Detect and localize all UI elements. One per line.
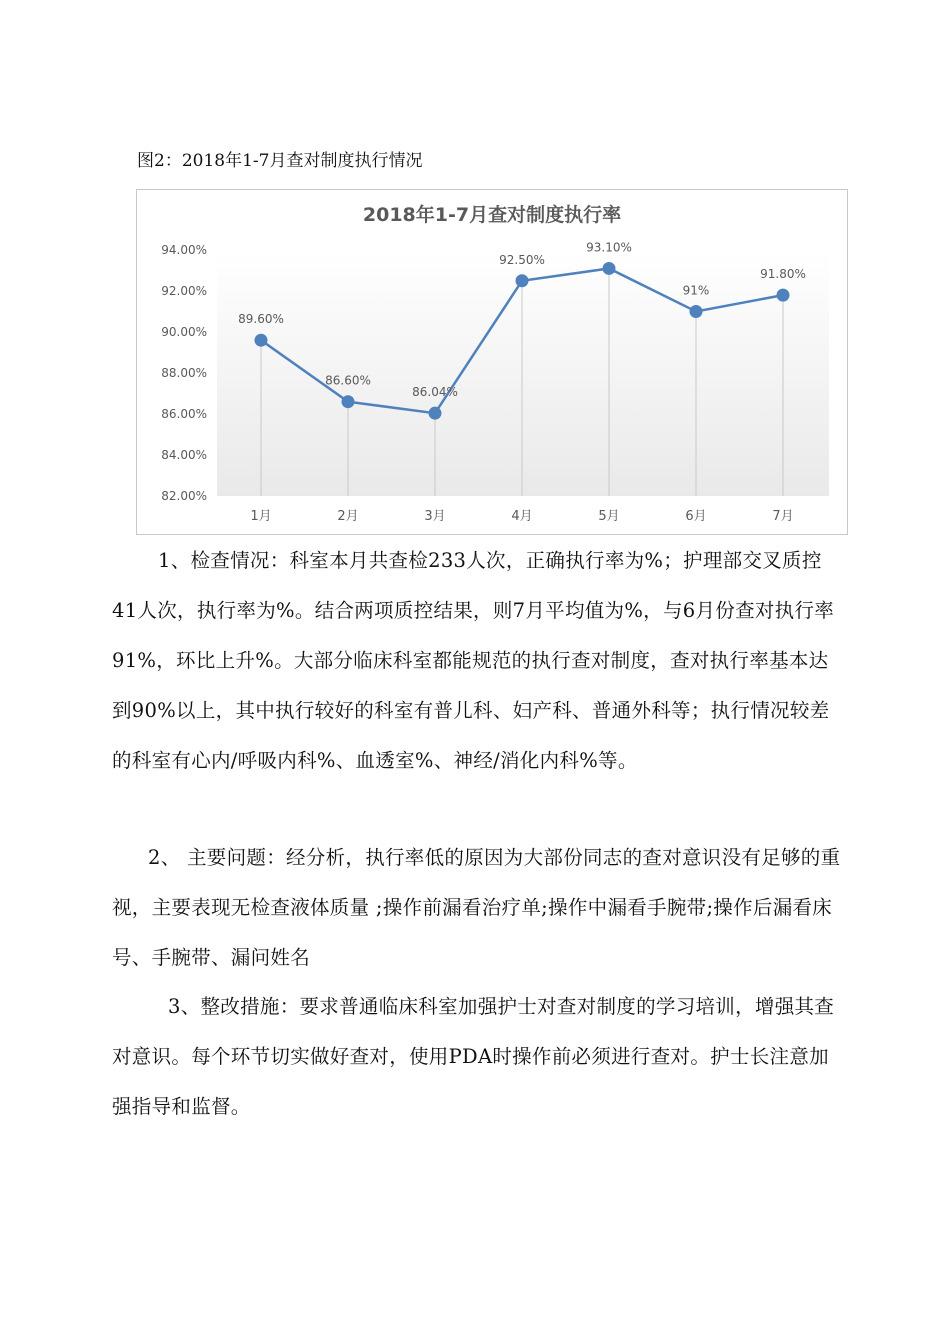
data-label: 89.60% bbox=[238, 312, 284, 327]
x-tick-label: 2月 bbox=[337, 509, 359, 524]
y-tick-label: 86.00% bbox=[161, 407, 207, 421]
data-point bbox=[516, 274, 529, 287]
data-point bbox=[429, 407, 442, 420]
y-tick-label: 92.00% bbox=[161, 284, 207, 298]
x-tick-label: 1月 bbox=[250, 509, 272, 524]
x-tick-label: 3月 bbox=[424, 509, 446, 524]
x-tick-label: 7月 bbox=[772, 509, 794, 524]
chart-svg bbox=[137, 190, 847, 534]
data-point bbox=[603, 262, 616, 275]
data-label: 86.04% bbox=[412, 385, 458, 400]
x-tick-label: 4月 bbox=[511, 509, 533, 524]
data-point bbox=[777, 289, 790, 302]
chart-title: 2018年1-7月查对制度执行率 bbox=[362, 204, 622, 226]
y-tick-label: 94.00% bbox=[161, 243, 207, 257]
x-tick-label: 6月 bbox=[685, 509, 707, 524]
data-label: 91.80% bbox=[760, 267, 806, 282]
data-label: 93.10% bbox=[586, 240, 632, 255]
data-label: 92.50% bbox=[499, 252, 545, 267]
y-tick-label: 88.00% bbox=[161, 366, 207, 380]
data-point bbox=[690, 305, 703, 318]
data-label: 86.60% bbox=[325, 373, 371, 388]
data-point bbox=[342, 395, 355, 408]
data-label: 91% bbox=[682, 283, 710, 298]
data-point bbox=[255, 334, 268, 347]
y-tick-label: 90.00% bbox=[161, 325, 207, 339]
y-tick-label: 82.00% bbox=[161, 489, 207, 503]
figure-caption: 图2：2018年1-7月查对制度执行情况 bbox=[137, 151, 423, 171]
x-tick-label: 5月 bbox=[598, 509, 620, 524]
paragraph-problems: 2、 主要问题：经分析，执行率低的原因为大部份同志的查对意识没有足够的重视，主要表现无检查液体质量 ;操作前漏看治疗单;操作中漏看手腕带;操作后漏看床号、手腕带、漏问姓名 bbox=[112, 846, 841, 969]
paragraph-measures: 3、整改措施：要求普通临床科室加强护士对查对制度的学习培训，增强其查对意识。每个环节切实做好查对，使用PDA时操作前必须进行查对。护士长注意加强指导和监督。 bbox=[112, 995, 835, 1118]
line-chart bbox=[136, 189, 848, 535]
paragraph-inspection: 1、检查情况：科室本月共查检233人次，正确执行率为%；护理部交叉质控41人次，执行率为%。结合两项质控结果，则7月平均值为%，与6月份查对执行率91%，环比上升%。大部分临床科室都能规范的执行查对制度，查对执行率基本达到90%以上，其中执行较好的科室有普儿科、妇产科、普通外科等；执行情况较差的科室有心内/呼吸内科%、血透室%、神经/消化内科%等。 bbox=[112, 549, 835, 772]
y-tick-label: 84.00% bbox=[161, 448, 207, 462]
